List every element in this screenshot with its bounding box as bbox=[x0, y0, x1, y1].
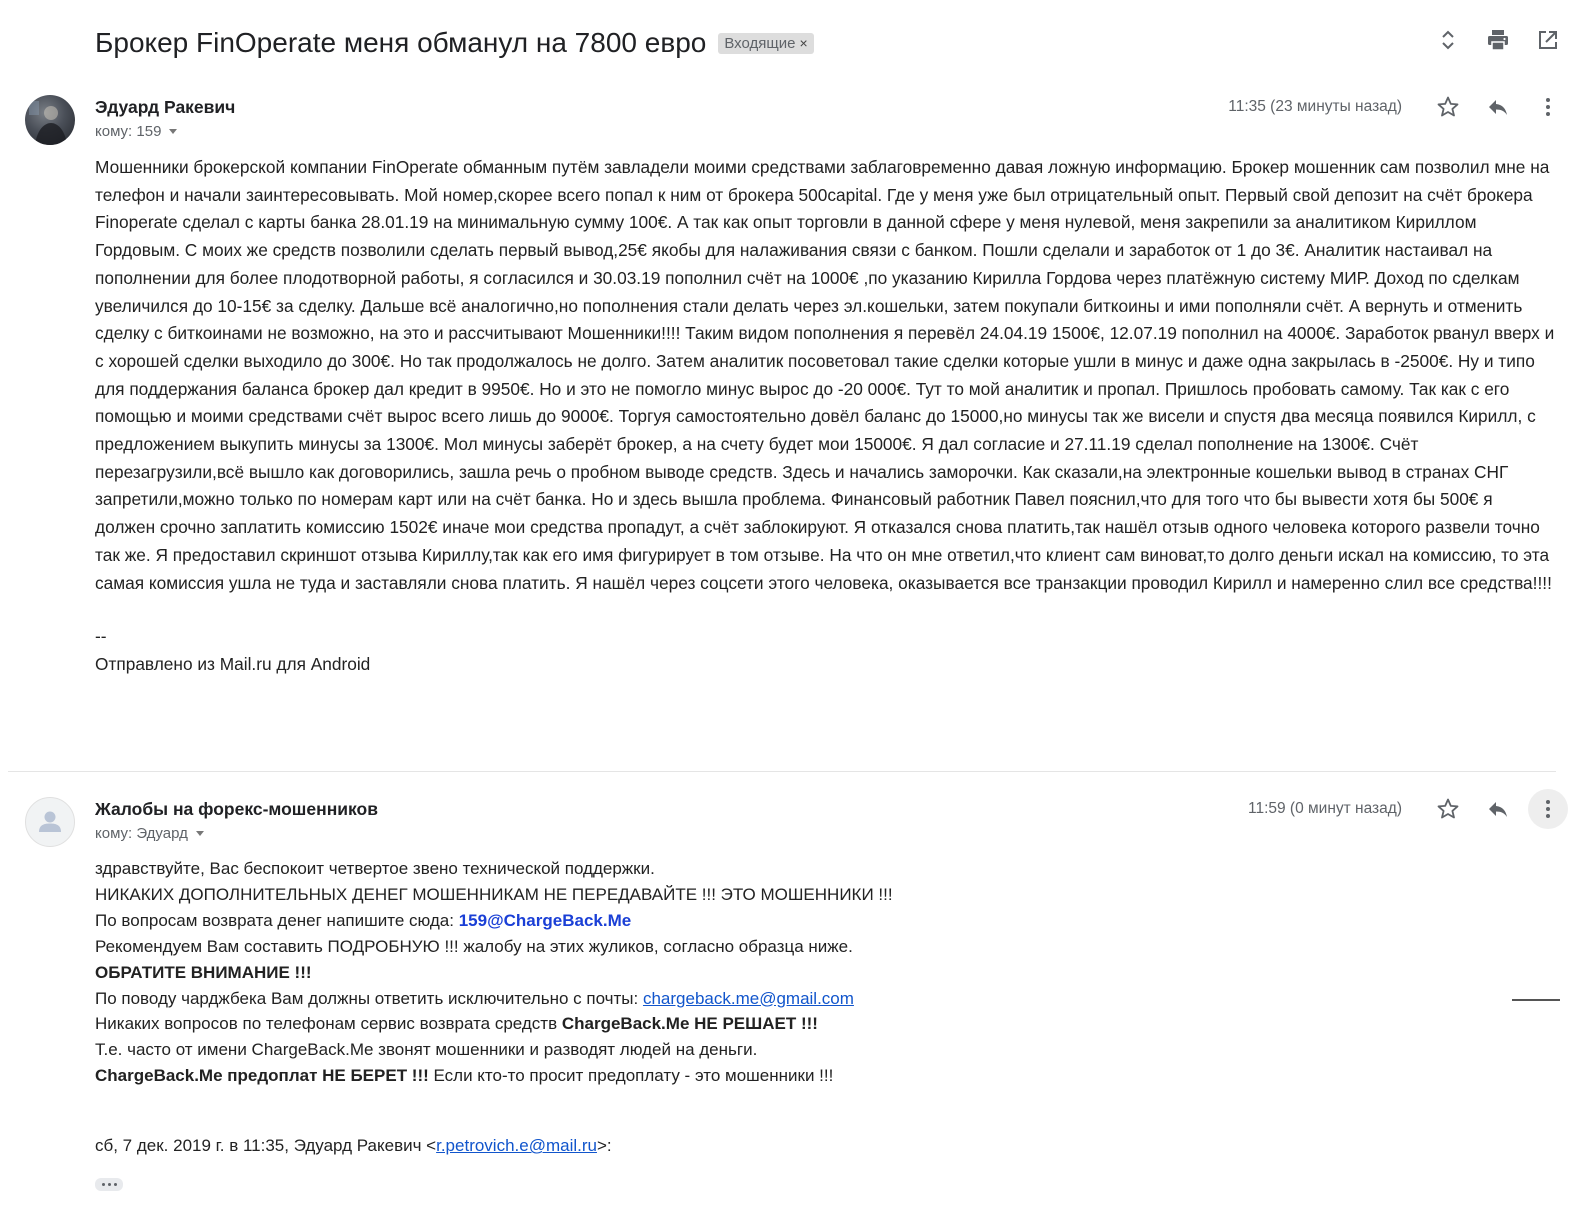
chevron-down-icon[interactable] bbox=[196, 831, 204, 836]
message-timestamp: 11:35 (23 минуты назад) bbox=[1228, 98, 1402, 115]
avatar[interactable] bbox=[25, 95, 75, 145]
message-text: Мошенники брокерской компании FinOperate обманным путём завладели моими средствами заблаговременно давая ложную информацию. Брокер мошенник сам позволил мне на телефон и начали заинтересовывать. Мой номер,скорее всего попал к ним от брокера 500capital. Где у меня уже был отрицательный опыт. Первый свой депозит на счёт брокера Finoperate сделал с карты банка 28.01.19 на минимальную сумму 100€. А так как опыт торговли в данной сфере у меня нулевой, меня закрепили за аналитиком Кириллом Гордовым. С моих же средств позволили сделать первый вывод,25€ якобы для налаживания связи с банком. Пошли сделали и заработок от 1 до 3€. Аналитик настаивал на пополнении для более плодотворной работы, я согласился и 30.03.19 пополнил счёт на 1000€ ,по указанию Кирилла Гордова через платёжную систему МИР. Доход по сделкам увеличился до 10-15€ за сделку. Дальше всё аналогично,но пополнения стали делать через эл.кошельки, затем покупали биткоины и ими пополняли счёт. А вернуть и отменить сделку с биткоинами не возможно, на это и рассчитывают Мошенники!!!! Таким видом пополнения я перевёл 24.04.19 1500€, 12.07.19 пополнил на 4000€. Заработок рванул вверх и с хорошей сделки выходило до 300€. Но так продолжалось не долго. Затем аналитик посоветовал такие сделки которые ушли в минус и даже одна закрылась в -2500€. Ну и типо для поддержания баланса брокер дал кредит в 9950€. Но и это не помогло минус вырос до -20 000€. Тут то мой аналитик и пропал. Пришлось пробовать самому. Так как с его помощью и моими средствами счёт вырос всего лишь до 9000€. Торгуя самостоятельно довёл баланс до 15000,но минусы так же висели и спустя два месяца появился Кирилл, с предложением выкупить минусы за 1300€. Мол минусы заберёт брокер, а на счету будет мои 15000€. Я дал согласие и 27.11.19 сделал пополнение на 1300€. Счёт перезагрузили,всё вышло как договорились, зашла речь о пробном выводе средств. Здесь и начались заморочки. Как сказали,на электронные кошельки вывод в странах СНГ запретили,можно только по номерам карт или на счёт банка. Но и здесь вышла проблема. Финансовый работник Павел пояснил,что для того что бы вывести хотя бы 500€ я должен срочно заплатить комиссию 1502€ иначе мои средства пропадут, а счёт заблокируют. Я отказался снова платить,так нашёл отзыв одного человека которого развели точно так же. Я предоставил скриншот отзыва Кириллу,так как его имя фигурирует в том отзыве. На что он мне ответил,что клиент сам виноват,то долго деньги искал на комиссию, то эта самая комиссия ушла не туда и заставляли снова платить. Я нашёл через соцсети этого человека, оказывается все транзакции проводил Кирилл и намеренно слил все средства!!!! bbox=[95, 157, 1555, 593]
message-line: НИКАКИХ ДОПОЛНИТЕЛЬНЫХ ДЕНЕГ МОШЕННИКАМ НЕ ПЕРЕДАВАЙТЕ !!! ЭТО МОШЕННИКИ !!! bbox=[95, 884, 893, 904]
support-email[interactable]: 159@ChargeBack.Me bbox=[458, 910, 632, 930]
message-timestamp: 11:59 (0 минут назад) bbox=[1247, 800, 1402, 817]
recipient-line[interactable] bbox=[95, 123, 177, 140]
line-text: По поводу чарджбека Вам должны ответить исключительно с почты: bbox=[95, 988, 643, 1008]
message-line bbox=[95, 1063, 1515, 1089]
message-line: Т.е. часто от имени ChargeBack.Me звонят мошенники и разводят людей на деньги. bbox=[95, 1040, 758, 1060]
open-new-window-icon[interactable] bbox=[1534, 26, 1562, 54]
message-line: Рекомендуем Вам составить ПОДРОБНУЮ !!! жалобу на этих жуликов, согласно образца ниже. bbox=[95, 936, 853, 956]
reply-icon[interactable] bbox=[1484, 795, 1512, 823]
bold-notice: ОБРАТИТЕ ВНИМАНИЕ !!! bbox=[95, 962, 312, 982]
avatar-photo-icon bbox=[25, 95, 75, 145]
recipient-text: кому: Эдуард bbox=[95, 825, 188, 842]
print-icon[interactable] bbox=[1484, 26, 1512, 54]
quote-suffix: >: bbox=[596, 1136, 612, 1155]
ellipsis-dot bbox=[108, 1183, 111, 1186]
message-actions bbox=[1434, 93, 1562, 121]
avatar[interactable] bbox=[25, 797, 75, 847]
line-text: По вопросам возврата денег напишите сюда: bbox=[95, 910, 459, 930]
thread-header bbox=[95, 22, 814, 64]
reply-icon[interactable] bbox=[1484, 93, 1512, 121]
signature bbox=[95, 623, 1555, 678]
remove-label-button[interactable]: × bbox=[799, 35, 808, 51]
message-divider bbox=[8, 771, 1556, 772]
message-line bbox=[95, 1011, 1515, 1037]
ellipsis-dot bbox=[114, 1183, 117, 1186]
label-chip-text: Входящие bbox=[724, 34, 796, 52]
message-body bbox=[95, 154, 1555, 679]
sender-name[interactable]: Жалобы на форекс-мошенников bbox=[95, 799, 378, 819]
star-icon[interactable] bbox=[1434, 795, 1462, 823]
star-icon[interactable] bbox=[1434, 93, 1462, 121]
line-text: Никаких вопросов по телефонам сервис возврата средств bbox=[95, 1014, 562, 1034]
line-text: Если кто-то просит предоплату - это мошенники !!! bbox=[428, 1066, 834, 1086]
gmail-link[interactable]: chargeback.me@gmail.com bbox=[642, 988, 854, 1008]
chevron-down-icon[interactable] bbox=[169, 129, 177, 134]
quoted-email-link[interactable]: r.petrovich.e@mail.ru bbox=[436, 1136, 597, 1155]
ellipsis-dot bbox=[102, 1183, 105, 1186]
message-actions bbox=[1434, 795, 1562, 823]
more-options-icon[interactable] bbox=[1534, 93, 1562, 121]
expand-collapse-icon[interactable] bbox=[1434, 26, 1462, 54]
more-options-icon[interactable] bbox=[1528, 789, 1568, 829]
default-user-icon bbox=[26, 798, 74, 846]
signature-text: Отправлено из Mail.ru для Android bbox=[95, 653, 371, 674]
email-subject: Брокер FinOperate меня обманул на 7800 евро bbox=[95, 27, 707, 58]
thread-toolbar bbox=[1434, 26, 1562, 54]
show-trimmed-content-button[interactable] bbox=[95, 1178, 123, 1191]
signature-separator: -- bbox=[95, 626, 107, 647]
message-line: здравствуйте, Вас беспокоит четвертое звено технической поддержки. bbox=[95, 859, 655, 878]
message-body bbox=[95, 856, 1515, 1089]
label-chip-inbox[interactable] bbox=[718, 33, 813, 54]
bold-text: ChargeBack.Me НЕ РЕШАЕТ !!! bbox=[561, 1014, 818, 1034]
message-line bbox=[95, 960, 1515, 986]
edge-separator bbox=[1512, 999, 1560, 1001]
recipient-text: кому: 159 bbox=[95, 123, 162, 140]
bold-text: ChargeBack.Me предоплат НЕ БЕРЕТ !!! bbox=[95, 1066, 429, 1086]
sender-name[interactable]: Эдуард Ракевич bbox=[95, 97, 236, 117]
message-line bbox=[95, 986, 1515, 1012]
quote-prefix: сб, 7 дек. 2019 г. в 11:35, Эдуард Ракевич < bbox=[95, 1136, 437, 1155]
recipient-line[interactable] bbox=[95, 825, 204, 842]
message-line bbox=[95, 908, 1515, 934]
quote-header bbox=[95, 1136, 612, 1156]
